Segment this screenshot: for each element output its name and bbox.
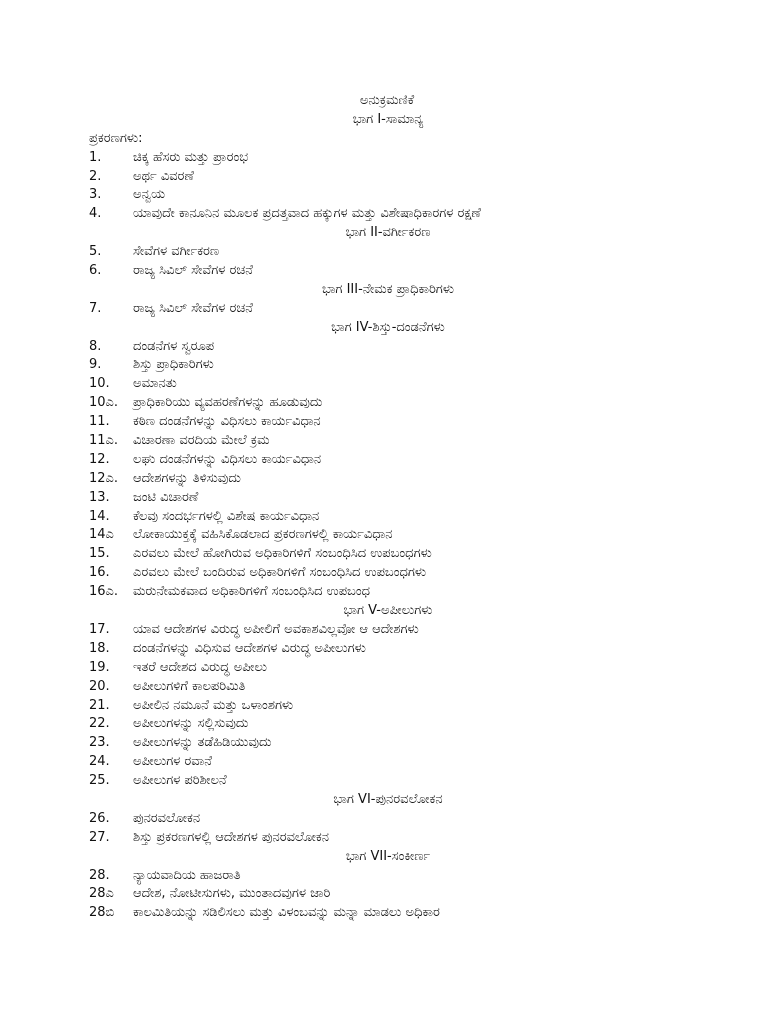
list-item	[0, 545, 768, 564]
list-item	[0, 867, 768, 886]
section-title: ದಂಡನೆಗಳ ಸ್ವರೂಪ	[133, 338, 215, 354]
section-number: 13.	[89, 489, 110, 505]
list-item	[0, 300, 768, 319]
section-number: 8.	[89, 338, 102, 354]
section-number: 7.	[89, 300, 102, 316]
contents-list	[0, 149, 768, 924]
section-number: 25.	[89, 773, 110, 789]
section-title: ಅಪೀಲುಗಳನ್ನು ತಡೆಹಿಡಿಯುವುದು	[133, 735, 272, 751]
list-item	[0, 753, 768, 772]
section-number: 19.	[89, 659, 110, 675]
section-number: 22.	[89, 716, 110, 732]
list-item	[0, 810, 768, 829]
section-title: ಕೆಲವು ಸಂದರ್ಭಗಳಲ್ಲಿ ವಿಶೇಷ ಕಾರ್ಯವಿಧಾನ	[133, 508, 320, 524]
section-number: 10ಎ.	[89, 395, 119, 411]
section-number: 3.	[89, 187, 102, 203]
section-title: ಆದೇಶ, ನೋಟೀಸುಗಳು, ಮುಂತಾದವುಗಳ ಜಾರಿ	[133, 886, 331, 902]
list-item	[0, 205, 768, 224]
section-title: ಅಪೀಲುಗಳ ರವಾನೆ	[133, 754, 212, 770]
section-title: ಅರ್ಥ ವಿವರಣೆ	[133, 168, 194, 184]
list-item	[0, 394, 768, 413]
table-of-contents	[0, 92, 768, 923]
part-heading: ಭಾಗ IV-ಶಿಸ್ತು-ದಂಡನೆಗಳು	[331, 319, 445, 335]
section-title: ಯಾವುದೇ ಕಾನೂನಿನ ಮೂಲಕ ಪ್ರದತ್ತವಾದ ಹಕ್ಕುಗಳ ಮತ್ತು ವಿಶೇಷಾಧಿಕಾರಗಳ ರಕ್ಷಣೆ	[133, 206, 481, 222]
list-item	[0, 715, 768, 734]
section-title: ಚಿಕ್ಕ ಹೆಸರು ಮತ್ತು ಪ್ರಾರಂಭ	[133, 149, 249, 165]
section-title: ಲೋಕಾಯುಕ್ತಕ್ಕೆ ವಹಿಸಿಕೊಡಲಾದ ಪ್ರಕರಣಗಳಲ್ಲಿ ಕಾರ್ಯವಿಧಾನ	[133, 527, 393, 543]
section-number: 11.	[89, 414, 110, 430]
section-title: ಲಘು ದಂಡನೆಗಳನ್ನು ವಿಧಿಸಲು ಕಾರ್ಯವಿಧಾನ	[133, 451, 322, 467]
section-number: 15.	[89, 546, 110, 562]
section-number: 6.	[89, 263, 102, 279]
section-title: ಕಾಲಮಿತಿಯನ್ನು ಸಡಿಲಿಸಲು ಮತ್ತು ವಿಳಂಬವನ್ನು ಮನ್ನಾ ಮಾಡಲು ಅಧಿಕಾರ	[133, 905, 440, 921]
list-item	[0, 149, 768, 168]
section-number: 16ಎ.	[89, 584, 119, 600]
chapters-label: ಪ್ರಕರಣಗಳು:	[89, 130, 143, 146]
list-item	[0, 262, 768, 281]
section-title: ಅಪೀಲುಗಳಿಗೆ ಕಾಲಪರಿಮಿತಿ	[133, 678, 246, 694]
list-item	[0, 621, 768, 640]
section-title: ಅನ್ವಯ	[133, 187, 166, 203]
list-item	[0, 432, 768, 451]
list-item	[0, 659, 768, 678]
list-item	[0, 583, 768, 602]
list-item	[0, 375, 768, 394]
section-title: ಇತರೆ ಆದೇಶದ ವಿರುದ್ಧ ಅಪೀಲು	[133, 659, 267, 675]
section-number: 10.	[89, 376, 110, 392]
section-title: ಯಾವ ಆದೇಶಗಳ ವಿರುದ್ಧ ಅಪೀಲಿಗೆ ಅವಕಾಶವಿಲ್ಲವೋ ಆ ಆದೇಶಗಳು	[133, 621, 419, 637]
section-title: ಶಿಸ್ತು ಪ್ರಾಧಿಕಾರಿಗಳು	[133, 357, 214, 373]
section-title: ಮರುನೇಮಕವಾದ ಅಧಿಕಾರಿಗಳಿಗೆ ಸಂಬಂಧಿಸಿದ ಉಪಬಂಧ	[133, 584, 370, 600]
section-title: ಜಂಟಿ ವಿಚಾರಣೆ	[133, 489, 199, 505]
section-title: ಪ್ರಾಧಿಕಾರಿಯು ವ್ಯವಹರಣೆಗಳನ್ನು ಹೂಡುವುದು	[133, 395, 323, 411]
section-number: 1.	[89, 149, 102, 165]
section-number: 14.	[89, 508, 110, 524]
section-title: ಅಪೀಲಿನ ನಮೂನೆ ಮತ್ತು ಒಳಾಂಶಗಳು	[133, 697, 294, 713]
section-title: ಎರವಲು ಮೇಲೆ ಹೋಗಿರುವ ಅಧಿಕಾರಿಗಳಿಗೆ ಸಂಬಂಧಿಸಿದ ಉಪಬಂಧಗಳು	[133, 546, 432, 562]
part-heading: ಭಾಗ VII-ಸಂಕೀರ್ಣ	[345, 848, 431, 864]
section-number: 27.	[89, 829, 110, 845]
section-number: 14ಎ	[89, 527, 114, 543]
list-item	[0, 885, 768, 904]
section-number: 12ಎ.	[89, 470, 119, 486]
list-item	[0, 338, 768, 357]
list-item	[0, 772, 768, 791]
list-item	[0, 356, 768, 375]
part-heading: ಭಾಗ V-ಅಪೀಲುಗಳು	[343, 603, 433, 619]
section-number: 4.	[89, 206, 102, 222]
section-title: ಶಿಸ್ತು ಪ್ರಕರಣಗಳಲ್ಲಿ ಆದೇಶಗಳ ಪುನರವಲೋಕನ	[133, 829, 329, 845]
section-number: 17.	[89, 621, 110, 637]
section-title: ಅಪೀಲುಗಳನ್ನು ಸಲ್ಲಿಸುವುದು	[133, 716, 249, 732]
part-heading: ಭಾಗ III-ನೇಮಕ ಪ್ರಾಧಿಕಾರಿಗಳು	[321, 281, 455, 297]
section-title: ಸೇವೆಗಳ ವರ್ಗೀಕರಣ	[133, 244, 220, 260]
section-number: 12.	[89, 451, 110, 467]
list-item	[0, 168, 768, 187]
section-number: 9.	[89, 357, 102, 373]
section-title: ರಾಜ್ಯ ಸಿವಿಲ್ ಸೇವೆಗಳ ರಚನೆ	[133, 300, 253, 316]
section-title: ವಿಚಾರಣಾ ವರದಿಯ ಮೇಲೆ ಕ್ರಮ	[133, 433, 270, 449]
part-heading: ಭಾಗ I-ಸಾಮಾನ್ಯ	[352, 111, 424, 127]
section-title: ಆದೇಶಗಳನ್ನು ತಿಳಿಸುವುದು	[133, 470, 241, 486]
section-number: 28ಎ	[89, 886, 114, 902]
section-title: ದಂಡನೆಗಳನ್ನು ವಿಧಿಸುವ ಆದೇಶಗಳ ವಿರುದ್ಧ ಅಪೀಲುಗಳು	[133, 640, 366, 656]
list-item	[0, 243, 768, 262]
section-number: 2.	[89, 168, 102, 184]
section-number: 5.	[89, 244, 102, 260]
section-number: 20.	[89, 678, 110, 694]
section-number: 24.	[89, 754, 110, 770]
list-item	[0, 829, 768, 848]
list-item	[0, 678, 768, 697]
list-item	[0, 470, 768, 489]
list-item	[0, 186, 768, 205]
section-title: ಪುನರವಲೋಕನ	[133, 810, 201, 826]
section-number: 23.	[89, 735, 110, 751]
list-item	[0, 734, 768, 753]
section-title: ರಾಜ್ಯ ಸಿವಿಲ್ ಸೇವೆಗಳ ರಚನೆ	[133, 263, 253, 279]
list-item	[0, 640, 768, 659]
list-item	[0, 697, 768, 716]
list-item	[0, 526, 768, 545]
list-item	[0, 451, 768, 470]
list-item	[0, 489, 768, 508]
section-number: 26.	[89, 810, 110, 826]
section-title: ಅಮಾನತು	[133, 376, 177, 392]
part-heading: ಭಾಗ VI-ಪುನರವಲೋಕನ	[333, 791, 443, 807]
section-title: ಎರವಲು ಮೇಲೆ ಬಂದಿರುವ ಅಧಿಕಾರಿಗಳಿಗೆ ಸಂಬಂಧಿಸಿದ ಉಪಬಂಧಗಳು	[133, 565, 427, 581]
section-title: ಅಪೀಲುಗಳ ಪರಿಶೀಲನೆ	[133, 773, 227, 789]
section-title: ಕಠಿಣ ದಂಡನೆಗಳನ್ನು ವಿಧಿಸಲು ಕಾರ್ಯವಿಧಾನ	[133, 414, 321, 430]
list-item	[0, 508, 768, 527]
section-title: ನ್ಯಾಯವಾದಿಯ ಹಾಜರಾತಿ	[133, 867, 241, 883]
list-item	[0, 904, 768, 923]
part-heading: ಭಾಗ II-ವರ್ಗೀಕರಣ	[345, 225, 431, 241]
list-item	[0, 413, 768, 432]
list-item	[0, 564, 768, 583]
section-number: 11ಎ.	[89, 433, 119, 449]
section-number: 16.	[89, 565, 110, 581]
section-number: 18.	[89, 640, 110, 656]
document-title: ಅನುಕ್ರಮಣಿಕೆ	[359, 93, 415, 108]
section-number: 21.	[89, 697, 110, 713]
section-number: 28.	[89, 867, 110, 883]
section-number: 28ಬಿ	[89, 905, 115, 921]
